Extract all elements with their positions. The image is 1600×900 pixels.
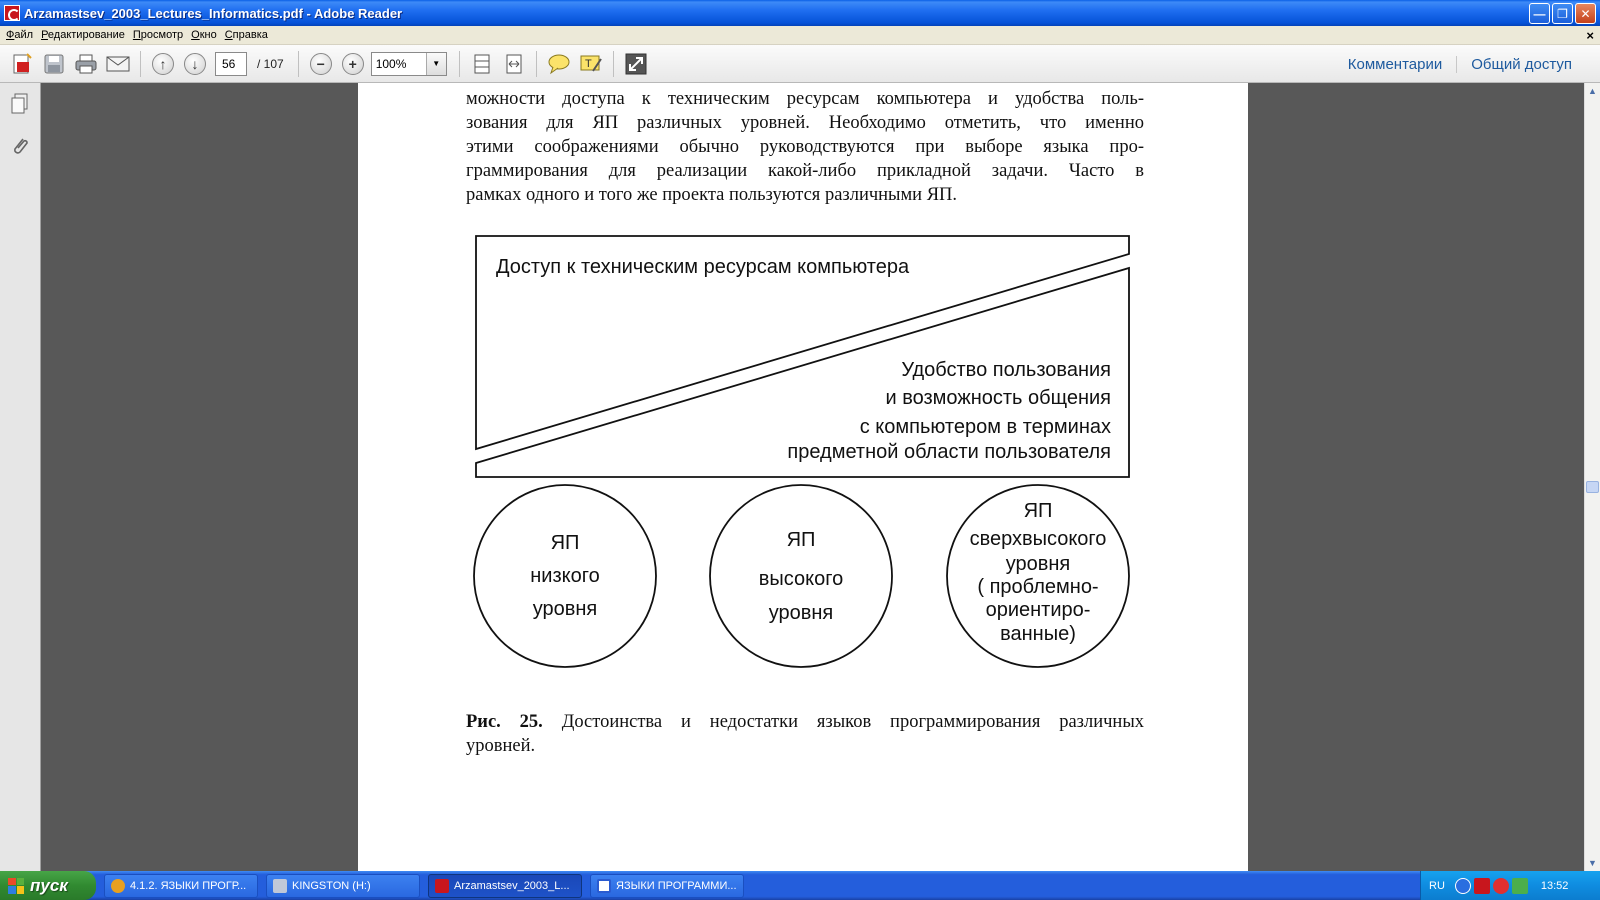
create-pdf-icon bbox=[10, 52, 34, 76]
window-controls bbox=[1529, 3, 1596, 24]
circle-low-line: уровня bbox=[532, 598, 598, 620]
language-indicator[interactable]: RU bbox=[1429, 879, 1445, 892]
scroll-up-icon[interactable]: ▲ bbox=[1588, 86, 1597, 96]
circle-ultra-line: сверхвысокого bbox=[969, 528, 1107, 550]
start-label: пуск bbox=[30, 875, 68, 895]
clock: 13:52 bbox=[1540, 879, 1569, 892]
back-arrow-icon[interactable] bbox=[1455, 878, 1471, 894]
plus-icon: + bbox=[342, 53, 364, 75]
expand-icon bbox=[625, 53, 647, 75]
print-button[interactable] bbox=[72, 50, 100, 78]
add-comment-button[interactable] bbox=[545, 50, 573, 78]
menu-window-label: кно bbox=[199, 29, 217, 41]
taskbar-item-explorer[interactable] bbox=[266, 874, 420, 898]
title-bar bbox=[0, 0, 1600, 26]
menu-edit-label: едактирование bbox=[47, 29, 125, 41]
taskbar-item-browser[interactable] bbox=[104, 874, 258, 898]
taskbar-item-word[interactable] bbox=[590, 874, 744, 898]
menu-view-accel: П bbox=[132, 29, 141, 41]
access-label: Доступ к техническим ресурсам компьютера bbox=[496, 256, 910, 278]
toolbar-right bbox=[1334, 45, 1586, 83]
toolbar-separator bbox=[140, 51, 141, 77]
pdf-page bbox=[358, 83, 1248, 871]
svg-text:T: T bbox=[584, 57, 592, 70]
adobe-reader-icon bbox=[435, 879, 449, 893]
document-viewport[interactable] bbox=[41, 83, 1584, 871]
previous-page-button[interactable] bbox=[149, 50, 177, 78]
fit-page-icon bbox=[472, 53, 492, 75]
menu-help-label: правка bbox=[232, 29, 268, 41]
circle-ultra-line: ванные) bbox=[1000, 623, 1076, 645]
scroll-thumb[interactable] bbox=[1586, 481, 1599, 493]
minimize-button[interactable]: — bbox=[1529, 3, 1550, 24]
caption-line: уровней. bbox=[466, 736, 536, 756]
next-page-button[interactable] bbox=[181, 50, 209, 78]
task-label: KINGSTON (H:) bbox=[292, 879, 371, 892]
navigation-panel bbox=[0, 83, 41, 871]
create-pdf-button[interactable] bbox=[8, 50, 36, 78]
menu-window-accel: О bbox=[191, 29, 200, 41]
toolbar-separator bbox=[613, 51, 614, 77]
menu-help-accel: С bbox=[224, 29, 233, 41]
fit-width-button[interactable] bbox=[500, 50, 528, 78]
usability-line: Удобство пользования bbox=[901, 359, 1111, 381]
envelope-icon bbox=[106, 55, 130, 73]
fit-width-icon bbox=[504, 53, 524, 75]
drive-icon bbox=[273, 879, 287, 893]
system-tray bbox=[1420, 871, 1600, 900]
adobe-tray-icon[interactable] bbox=[1474, 878, 1490, 894]
zoom-select[interactable] bbox=[371, 52, 447, 76]
usability-line: предметной области пользователя bbox=[787, 441, 1111, 463]
scroll-down-icon[interactable]: ▼ bbox=[1588, 858, 1597, 868]
menu-view-label: росмотр bbox=[140, 29, 184, 41]
close-button[interactable]: ✕ bbox=[1575, 3, 1596, 24]
share-link[interactable]: Общий доступ bbox=[1456, 56, 1586, 73]
body-line: этими соображениями обычно руководствуются при выборе языка про- bbox=[466, 137, 1144, 157]
fit-page-button[interactable] bbox=[468, 50, 496, 78]
usability-line: с компьютером в терминах bbox=[859, 416, 1111, 438]
taskbar bbox=[0, 871, 1600, 900]
menu-window[interactable] bbox=[189, 29, 223, 41]
window-title: Arzamastsev_2003_Lectures_Informatics.pdf - Adobe Reader bbox=[24, 5, 403, 21]
start-button[interactable] bbox=[0, 871, 96, 900]
task-label: ЯЗЫКИ ПРОГРАММИ... bbox=[616, 879, 737, 892]
circle-high-line: уровня bbox=[768, 602, 834, 624]
email-button[interactable] bbox=[104, 50, 132, 78]
expand-button[interactable] bbox=[622, 50, 650, 78]
task-label: 4.1.2. ЯЗЫКИ ПРОГР... bbox=[130, 879, 247, 892]
taskbar-item-adobe-reader[interactable] bbox=[428, 874, 582, 898]
save-icon bbox=[43, 53, 65, 75]
page-number-input[interactable]: 56 bbox=[215, 52, 247, 76]
zoom-value: 100% bbox=[375, 56, 407, 71]
comment-bubble-icon bbox=[547, 53, 571, 75]
comments-link[interactable]: Комментарии bbox=[1347, 55, 1443, 73]
figure-caption bbox=[466, 710, 1144, 758]
caption-label: Рис. 25. bbox=[466, 712, 543, 732]
body-line: рамках одного и того же проекта пользуются различными ЯП. bbox=[466, 185, 958, 205]
circle-low-line: ЯП bbox=[550, 532, 580, 554]
safely-remove-icon[interactable] bbox=[1512, 878, 1528, 894]
circle-ultra-line: ЯП bbox=[1023, 500, 1053, 522]
circle-ultra-line: уровня bbox=[1005, 553, 1071, 575]
toolbar-separator bbox=[536, 51, 537, 77]
caption-line bbox=[466, 710, 1144, 734]
toolbar bbox=[0, 45, 1600, 83]
minus-icon: − bbox=[310, 53, 332, 75]
page-total: / 107 bbox=[257, 56, 284, 71]
restore-button[interactable]: ❐ bbox=[1552, 3, 1573, 24]
toolbar-separator bbox=[459, 51, 460, 77]
menu-file-label: айл bbox=[14, 29, 34, 41]
highlight-button[interactable] bbox=[577, 50, 605, 78]
adobe-reader-icon bbox=[4, 5, 20, 21]
body-line: можности доступа к техническим ресурсам компьютера и удобства поль- bbox=[466, 89, 1144, 109]
circle-ultra-line: ориентиро- bbox=[985, 599, 1091, 621]
circle-high-line: ЯП bbox=[786, 529, 816, 551]
antivirus-icon[interactable] bbox=[1493, 878, 1509, 894]
arrow-up-icon: ↑ bbox=[152, 53, 174, 75]
document-close-icon[interactable]: × bbox=[1586, 28, 1594, 43]
windows-flag-icon bbox=[8, 878, 24, 894]
circle-high-line: высокого bbox=[758, 568, 844, 590]
vertical-scrollbar[interactable] bbox=[1584, 83, 1600, 871]
arrow-down-icon: ↓ bbox=[184, 53, 206, 75]
circle-low-line: низкого bbox=[530, 565, 600, 587]
menu-bar bbox=[0, 26, 1600, 45]
chevron-down-icon[interactable]: ▼ bbox=[426, 53, 446, 75]
attachments-paperclip-icon[interactable] bbox=[10, 135, 30, 157]
highlight-pen-icon bbox=[579, 53, 603, 75]
caption-text: Достоинства и недостатки языков программирования различных bbox=[561, 712, 1145, 732]
task-label: Arzamastsev_2003_L... bbox=[454, 879, 570, 892]
menu-edit-accel: Р bbox=[41, 29, 48, 41]
printer-icon bbox=[74, 53, 98, 75]
browser-icon bbox=[111, 879, 125, 893]
usability-line: и возможность общения bbox=[885, 387, 1111, 409]
save-button[interactable] bbox=[40, 50, 68, 78]
zoom-in-button[interactable] bbox=[339, 50, 367, 78]
body-line: граммирования для реализации какой-либо прикладной задачи. Часто в bbox=[466, 161, 1144, 181]
pages-thumbnails-icon[interactable] bbox=[10, 93, 30, 115]
circle-ultra-line: ( проблемно- bbox=[977, 576, 1099, 598]
body-line: зования для ЯП различных уровней. Необходимо отметить, что именно bbox=[466, 113, 1144, 133]
menu-view[interactable] bbox=[131, 29, 189, 41]
zoom-out-button[interactable] bbox=[307, 50, 335, 78]
menu-file[interactable] bbox=[4, 29, 39, 41]
menu-help[interactable] bbox=[223, 29, 274, 41]
toolbar-separator bbox=[298, 51, 299, 77]
word-icon bbox=[597, 879, 611, 893]
menu-file-accel: Ф bbox=[6, 29, 15, 41]
menu-edit[interactable] bbox=[39, 29, 131, 41]
